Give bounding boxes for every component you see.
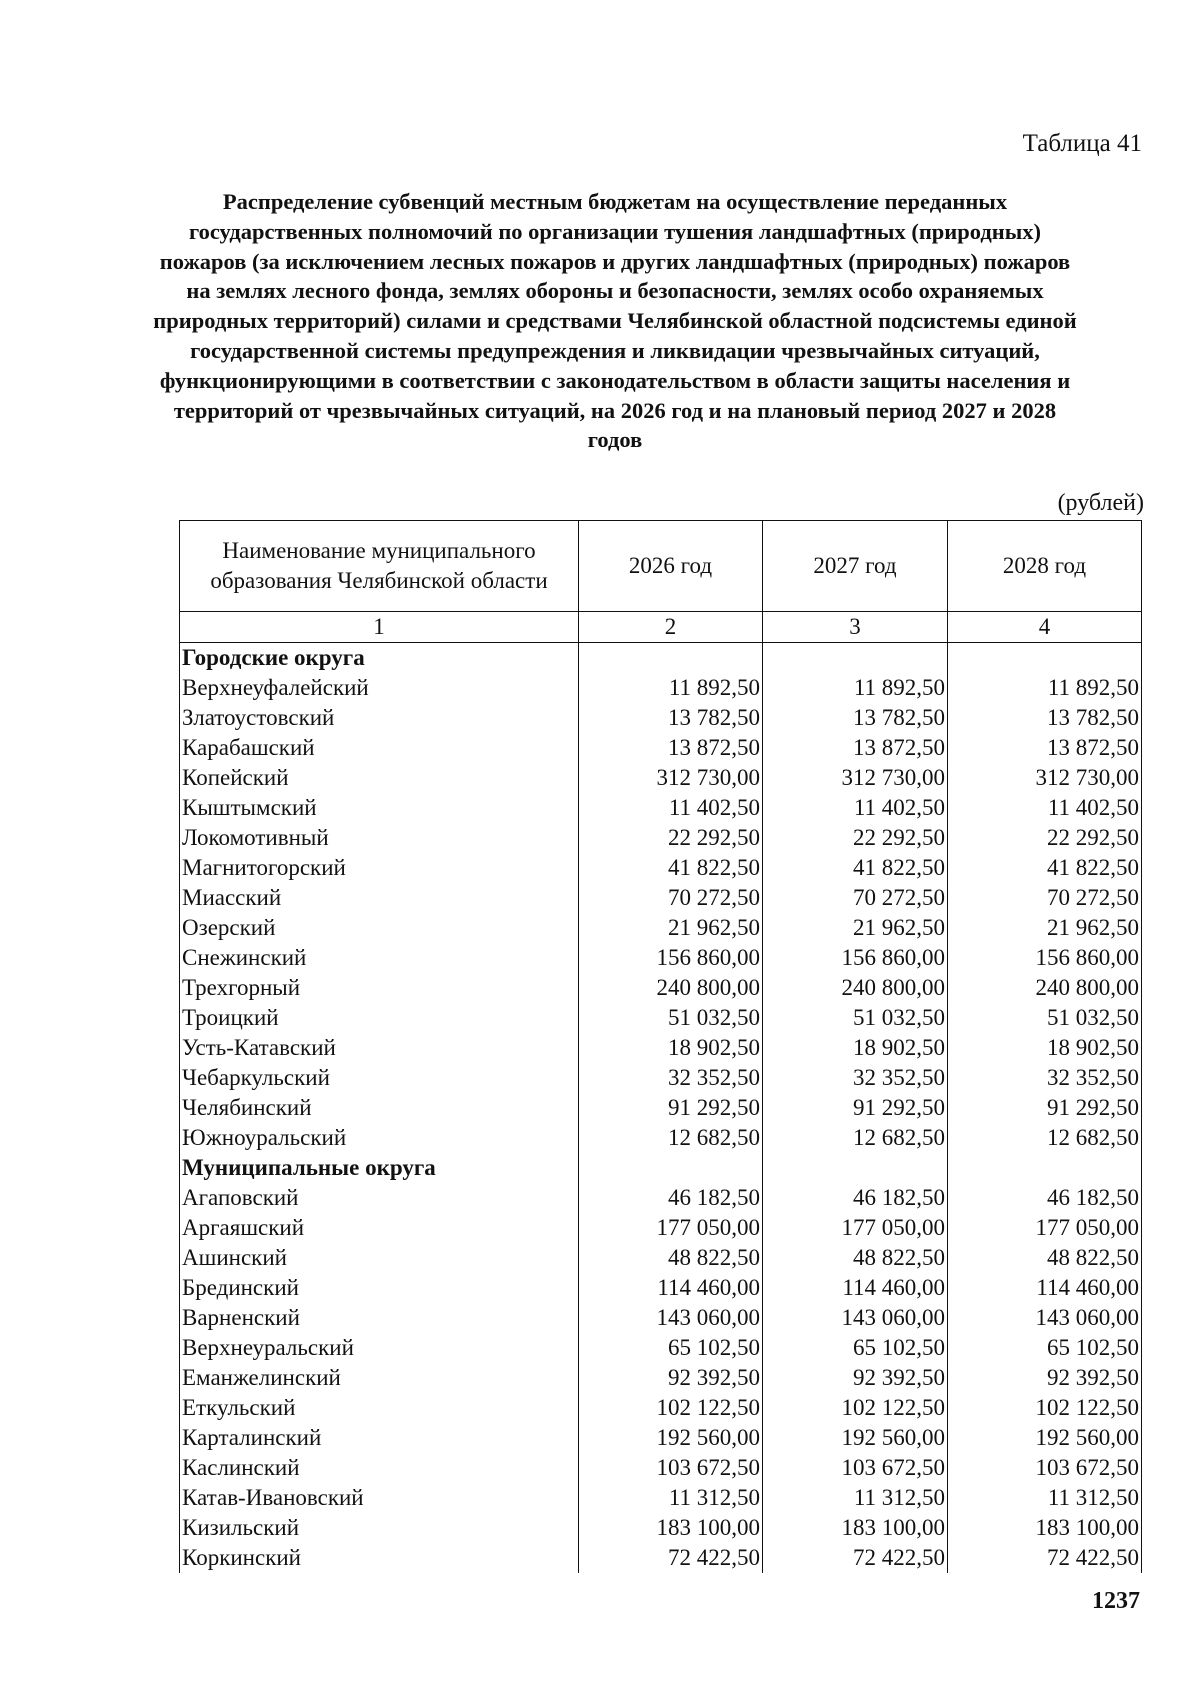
page-number: 1237 [1092,1588,1140,1614]
table-row [180,1213,1142,1243]
table-row [180,853,1142,883]
municipality-cell: Каслинский [180,1453,579,1483]
column-number: 1 [180,612,579,643]
value-2028-cell: 114 460,00 [948,1273,1142,1303]
value-2026-cell: 312 730,00 [579,763,763,793]
value-2026-cell: 156 860,00 [579,943,763,973]
value-2027-cell: 143 060,00 [763,1303,948,1333]
value-2026-cell: 72 422,50 [579,1543,763,1573]
municipality-cell: Катав-Ивановский [180,1483,579,1513]
table-row [180,703,1142,733]
table-row [180,1033,1142,1063]
municipality-cell: Муниципальные округа [180,1153,579,1183]
value-2027-cell: 21 962,50 [763,913,948,943]
header-municipality: Наименование муниципального образования Челябинской области [180,521,579,612]
header-2028: 2028 год [948,521,1142,612]
value-2026-cell: 183 100,00 [579,1513,763,1543]
value-2028-cell: 41 822,50 [948,853,1142,883]
value-2027-cell: 13 872,50 [763,733,948,763]
municipality-cell: Чебаркульский [180,1063,579,1093]
value-2028-cell: 11 402,50 [948,793,1142,823]
value-2026-cell: 21 962,50 [579,913,763,943]
value-2028-cell: 22 292,50 [948,823,1142,853]
value-2027-cell: 156 860,00 [763,943,948,973]
table-row [180,883,1142,913]
municipality-cell: Магнитогорский [180,853,579,883]
table-row [180,1393,1142,1423]
municipality-cell: Снежинский [180,943,579,973]
table-row [180,1363,1142,1393]
table-row [180,1513,1142,1543]
value-2026-cell: 11 312,50 [579,1483,763,1513]
municipality-cell: Южноуральский [180,1123,579,1153]
table-row [180,673,1142,703]
value-2028-cell [948,1153,1142,1183]
table-row [180,1303,1142,1333]
table-row [180,1243,1142,1273]
value-2027-cell: 240 800,00 [763,973,948,1003]
table-row [180,1273,1142,1303]
value-2026-cell [579,1153,763,1183]
municipality-cell: Городские округа [180,643,579,674]
value-2027-cell [763,1153,948,1183]
value-2028-cell: 13 872,50 [948,733,1142,763]
value-2026-cell: 48 822,50 [579,1243,763,1273]
value-2026-cell: 13 872,50 [579,733,763,763]
value-2027-cell: 102 122,50 [763,1393,948,1423]
value-2026-cell: 22 292,50 [579,823,763,853]
municipality-cell: Кизильский [180,1513,579,1543]
value-2026-cell: 143 060,00 [579,1303,763,1333]
value-2027-cell: 114 460,00 [763,1273,948,1303]
table-row [180,763,1142,793]
value-2028-cell: 13 782,50 [948,703,1142,733]
table-row [180,793,1142,823]
municipality-cell: Аргаяшский [180,1213,579,1243]
value-2027-cell: 11 402,50 [763,793,948,823]
municipality-cell: Ашинский [180,1243,579,1273]
column-number-row [180,612,1142,643]
value-2028-cell: 51 032,50 [948,1003,1142,1033]
value-2028-cell: 240 800,00 [948,973,1142,1003]
municipality-cell: Локомотивный [180,823,579,853]
municipality-cell: Трехгорный [180,973,579,1003]
value-2028-cell: 91 292,50 [948,1093,1142,1123]
value-2027-cell: 22 292,50 [763,823,948,853]
value-2027-cell: 46 182,50 [763,1183,948,1213]
section-header-row [180,1153,1142,1183]
value-2026-cell: 91 292,50 [579,1093,763,1123]
municipality-cell: Копейский [180,763,579,793]
document-title: Распределение субвенций местным бюджетам на осуществление переданных государственных полномочий по организации тушения ландшафтных (природных) пожаров (за исключением лесных пожаров и других ландшафтных (природных) пожаров на землях лесного фонда, землях обороны и безопасности, землях особо охраняемых природных территорий) силами и средствами Челябинской областной подсистемы единой государственной системы предупреждения и ликвидации чрезвычайных ситуаций, функционирующими в соответствии с законодательством в области защиты населения и территорий от чрезвычайных ситуаций, на 2026 год и на плановый период 2027 и 2028 годов [153,189,1077,453]
column-number: 3 [763,612,948,643]
value-2026-cell: 65 102,50 [579,1333,763,1363]
value-2026-cell: 11 402,50 [579,793,763,823]
municipality-cell: Брединский [180,1273,579,1303]
value-2028-cell: 156 860,00 [948,943,1142,973]
value-2028-cell [948,643,1142,674]
value-2027-cell: 103 672,50 [763,1453,948,1483]
value-2026-cell [579,643,763,674]
value-2028-cell: 143 060,00 [948,1303,1142,1333]
value-2027-cell: 12 682,50 [763,1123,948,1153]
value-2026-cell: 13 782,50 [579,703,763,733]
value-2028-cell: 11 312,50 [948,1483,1142,1513]
value-2026-cell: 32 352,50 [579,1063,763,1093]
municipality-cell: Агаповский [180,1183,579,1213]
value-2028-cell: 103 672,50 [948,1453,1142,1483]
value-2028-cell: 32 352,50 [948,1063,1142,1093]
municipality-cell: Миасский [180,883,579,913]
value-2026-cell: 103 672,50 [579,1453,763,1483]
value-2026-cell: 12 682,50 [579,1123,763,1153]
table-row [180,823,1142,853]
value-2026-cell: 41 822,50 [579,853,763,883]
value-2026-cell: 46 182,50 [579,1183,763,1213]
value-2026-cell: 11 892,50 [579,673,763,703]
municipality-cell: Троицкий [180,1003,579,1033]
value-2027-cell: 70 272,50 [763,883,948,913]
value-2027-cell: 51 032,50 [763,1003,948,1033]
value-2028-cell: 70 272,50 [948,883,1142,913]
municipality-cell: Варненский [180,1303,579,1333]
municipality-cell: Златоустовский [180,703,579,733]
table-row [180,1333,1142,1363]
table-row [180,913,1142,943]
value-2026-cell: 240 800,00 [579,973,763,1003]
value-2027-cell: 32 352,50 [763,1063,948,1093]
value-2028-cell: 46 182,50 [948,1183,1142,1213]
municipality-cell: Коркинский [180,1543,579,1573]
header-2027: 2027 год [763,521,948,612]
value-2026-cell: 51 032,50 [579,1003,763,1033]
value-2028-cell: 102 122,50 [948,1393,1142,1423]
header-2026: 2026 год [579,521,763,612]
value-2028-cell: 72 422,50 [948,1543,1142,1573]
value-2026-cell: 70 272,50 [579,883,763,913]
value-2026-cell: 18 902,50 [579,1033,763,1063]
municipality-cell: Еманжелинский [180,1363,579,1393]
value-2027-cell: 192 560,00 [763,1423,948,1453]
table-row [180,1063,1142,1093]
value-2027-cell: 183 100,00 [763,1513,948,1543]
value-2028-cell: 192 560,00 [948,1423,1142,1453]
municipality-cell: Усть-Катавский [180,1033,579,1063]
table-row [180,1003,1142,1033]
value-2026-cell: 192 560,00 [579,1423,763,1453]
value-2028-cell: 18 902,50 [948,1033,1142,1063]
municipality-cell: Верхнеуфалейский [180,673,579,703]
table-row [180,1123,1142,1153]
table-body [180,643,1142,1574]
section-header-row [180,643,1142,674]
units-label: (рублей) [1057,490,1144,516]
allocation-table [179,520,1142,1573]
table-label: Таблица 41 [1022,130,1142,157]
municipality-cell: Озерский [180,913,579,943]
table-row [180,1483,1142,1513]
value-2028-cell: 12 682,50 [948,1123,1142,1153]
table-row [180,733,1142,763]
allocation-table-container [179,520,1141,1573]
municipality-cell: Челябинский [180,1093,579,1123]
municipality-cell: Еткульский [180,1393,579,1423]
municipality-cell: Кыштымский [180,793,579,823]
municipality-cell: Карталинский [180,1423,579,1453]
value-2028-cell: 312 730,00 [948,763,1142,793]
value-2026-cell: 102 122,50 [579,1393,763,1423]
value-2027-cell: 72 422,50 [763,1543,948,1573]
value-2027-cell: 48 822,50 [763,1243,948,1273]
value-2027-cell: 11 312,50 [763,1483,948,1513]
value-2027-cell: 13 782,50 [763,703,948,733]
value-2027-cell: 92 392,50 [763,1363,948,1393]
value-2027-cell: 41 822,50 [763,853,948,883]
municipality-cell: Карабашский [180,733,579,763]
value-2028-cell: 11 892,50 [948,673,1142,703]
header-row [180,521,1142,612]
table-row [180,1093,1142,1123]
column-number: 2 [579,612,763,643]
value-2027-cell: 177 050,00 [763,1213,948,1243]
table-row [180,1543,1142,1573]
value-2027-cell: 65 102,50 [763,1333,948,1363]
value-2028-cell: 92 392,50 [948,1363,1142,1393]
value-2027-cell: 312 730,00 [763,763,948,793]
table-row [180,973,1142,1003]
value-2027-cell: 91 292,50 [763,1093,948,1123]
value-2026-cell: 177 050,00 [579,1213,763,1243]
table-row [180,1423,1142,1453]
value-2028-cell: 177 050,00 [948,1213,1142,1243]
value-2027-cell: 11 892,50 [763,673,948,703]
value-2026-cell: 92 392,50 [579,1363,763,1393]
column-number: 4 [948,612,1142,643]
table-row [180,943,1142,973]
value-2028-cell: 183 100,00 [948,1513,1142,1543]
value-2027-cell: 18 902,50 [763,1033,948,1063]
table-row [180,1183,1142,1213]
value-2028-cell: 65 102,50 [948,1333,1142,1363]
municipality-cell: Верхнеуральский [180,1333,579,1363]
value-2028-cell: 21 962,50 [948,913,1142,943]
table-row [180,1453,1142,1483]
value-2027-cell [763,643,948,674]
value-2026-cell: 114 460,00 [579,1273,763,1303]
value-2028-cell: 48 822,50 [948,1243,1142,1273]
